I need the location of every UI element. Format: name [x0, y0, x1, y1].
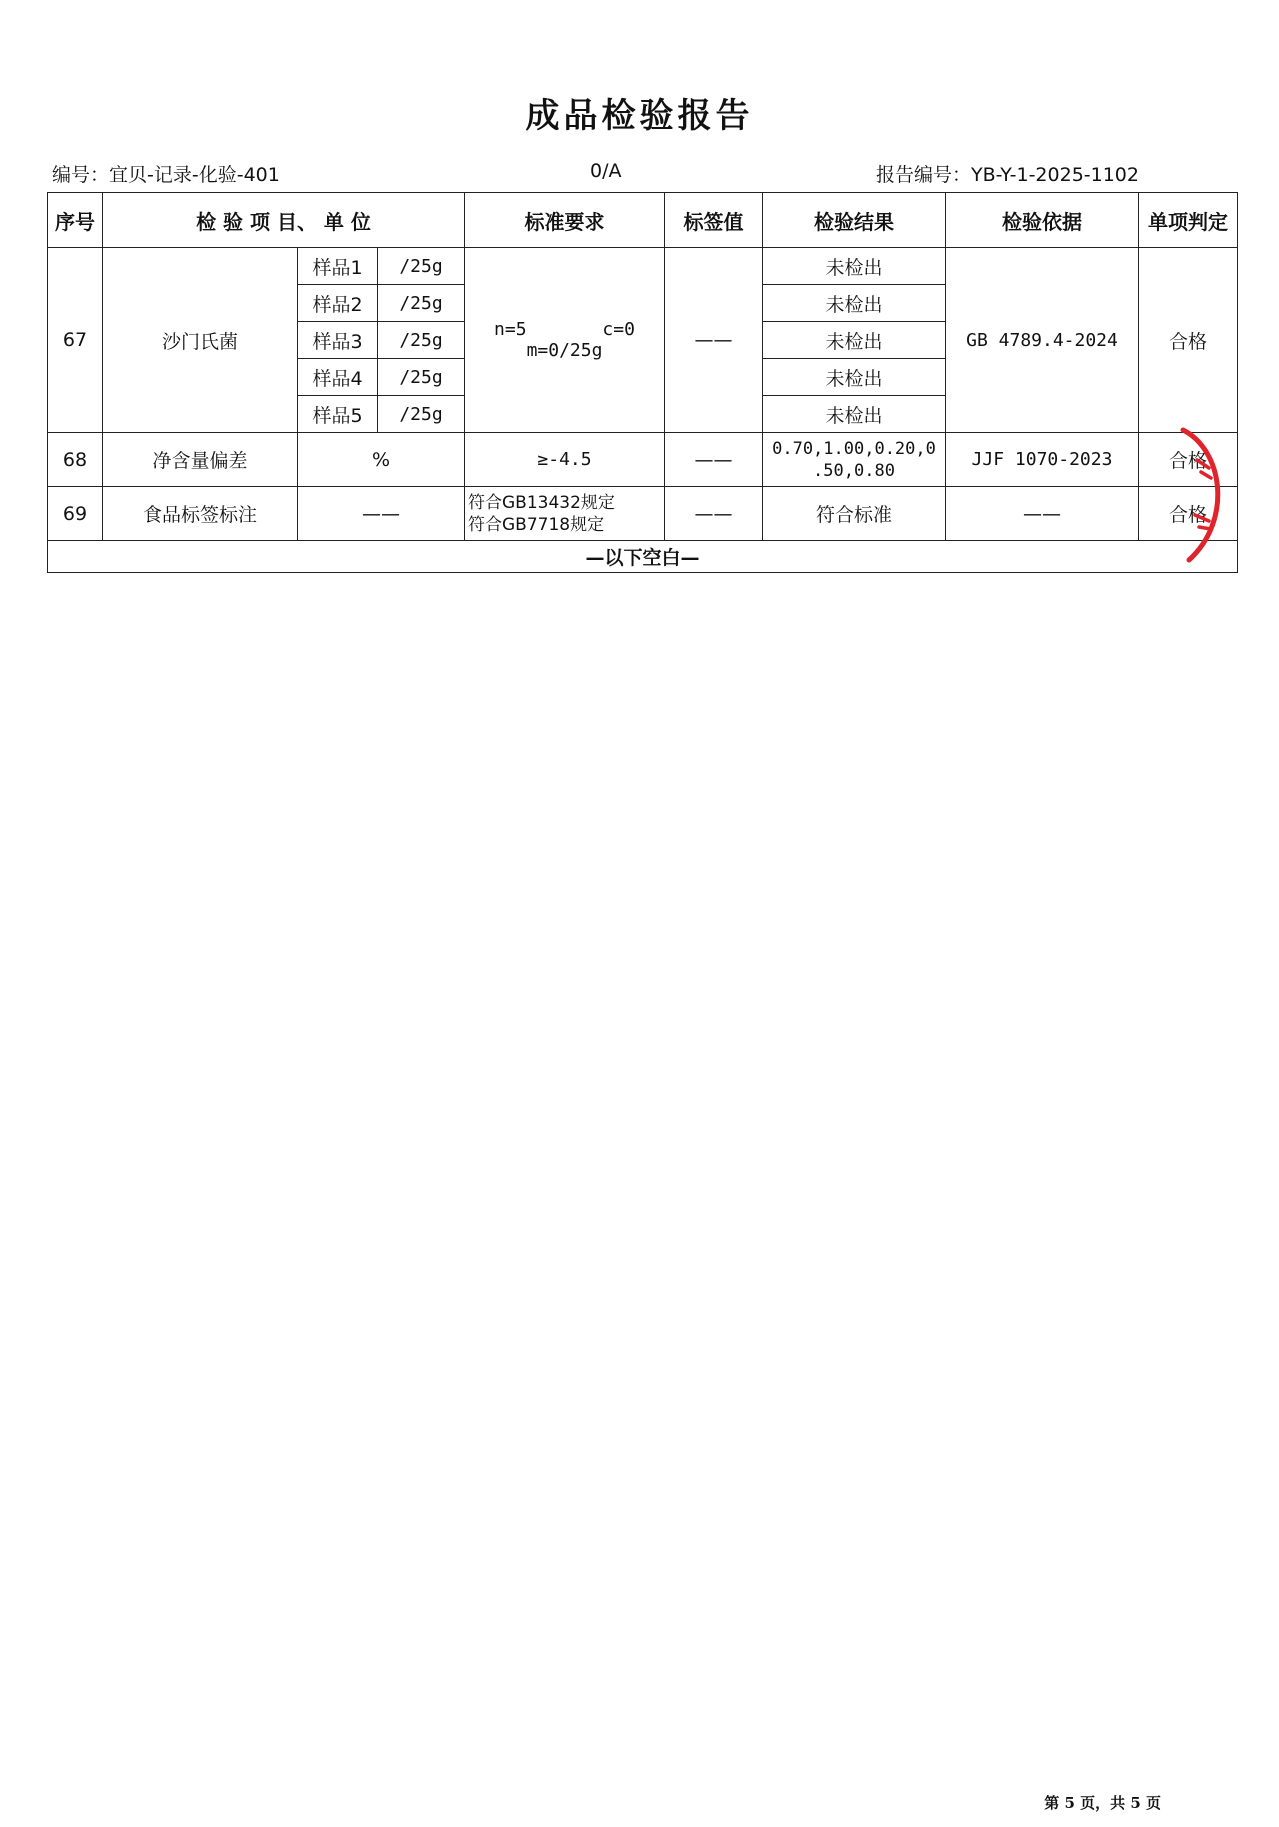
- version-number: 0/A: [590, 160, 622, 182]
- row-label-value: ——: [665, 248, 763, 433]
- result-line: 0.70,1.00,0.20,0: [772, 438, 936, 459]
- header-item-unit: 检 验 项 目、 单 位: [103, 193, 465, 248]
- row-unit: ——: [298, 487, 465, 541]
- header-row: [48, 193, 1238, 248]
- row-standard: [465, 487, 665, 541]
- sample-result: 未检出: [763, 285, 946, 322]
- row-item: 食品标签标注: [103, 487, 298, 541]
- header-seq: 序号: [48, 193, 103, 248]
- row-basis: GB 4789.4-2024: [946, 248, 1139, 433]
- page-footer: 第 5 页，共 5 页: [1044, 1794, 1161, 1812]
- row-standard: ≥-4.5: [465, 433, 665, 487]
- inspection-table: [47, 192, 1238, 573]
- sample-result: 未检出: [763, 396, 946, 433]
- header-basis: 检验依据: [946, 193, 1139, 248]
- document-code: 编号：宜贝-记录-化验-401: [52, 164, 280, 186]
- sample-result: 未检出: [763, 322, 946, 359]
- standard-line: 符合GB7718规定: [468, 514, 605, 535]
- row-judgement: 合格: [1139, 487, 1238, 541]
- row-label-value: ——: [665, 487, 763, 541]
- row-unit: %: [298, 433, 465, 487]
- row-seq: 69: [48, 487, 103, 541]
- row-result: [763, 433, 946, 487]
- report-number: 报告编号：YB-Y-1-2025-1102: [876, 164, 1139, 186]
- header-standard: 标准要求: [465, 193, 665, 248]
- sample-result: 未检出: [763, 359, 946, 396]
- sample-unit: /25g: [378, 322, 465, 359]
- row-basis: JJF 1070-2023: [946, 433, 1139, 487]
- header-judgement: 单项判定: [1139, 193, 1238, 248]
- standard-line: 符合GB13432规定: [468, 492, 615, 513]
- sample-name: 样品2: [298, 285, 378, 322]
- report-title: 成品检验报告: [525, 96, 754, 136]
- sample-name: 样品1: [298, 248, 378, 285]
- row-seq: 67: [48, 248, 103, 433]
- table-row: [48, 433, 1238, 487]
- table-row: [48, 487, 1238, 541]
- sample-unit: /25g: [378, 285, 465, 322]
- row-result: 符合标准: [763, 487, 946, 541]
- result-line: .50,0.80: [813, 460, 895, 481]
- row-standard: [465, 248, 665, 433]
- sample-name: 样品4: [298, 359, 378, 396]
- row-item: 净含量偏差: [103, 433, 298, 487]
- sample-unit: /25g: [378, 359, 465, 396]
- sample-name: 样品5: [298, 396, 378, 433]
- standard-line: n=5 c=0: [494, 319, 635, 340]
- row-judgement: 合格: [1139, 433, 1238, 487]
- row-label-value: ——: [665, 433, 763, 487]
- sample-unit: /25g: [378, 396, 465, 433]
- standard-line: m=0/25g: [526, 340, 603, 361]
- sample-result: 未检出: [763, 248, 946, 285]
- row-item: 沙门氏菌: [103, 248, 298, 433]
- row-basis: ——: [946, 487, 1139, 541]
- row-judgement: 合格: [1139, 248, 1238, 433]
- header-label-value: 标签值: [665, 193, 763, 248]
- sample-unit: /25g: [378, 248, 465, 285]
- sample-name: 样品3: [298, 322, 378, 359]
- end-note-row: [48, 541, 1238, 573]
- header-result: 检验结果: [763, 193, 946, 248]
- table-row: [48, 248, 1238, 285]
- row-seq: 68: [48, 433, 103, 487]
- end-note: —以下空白—: [48, 541, 1238, 573]
